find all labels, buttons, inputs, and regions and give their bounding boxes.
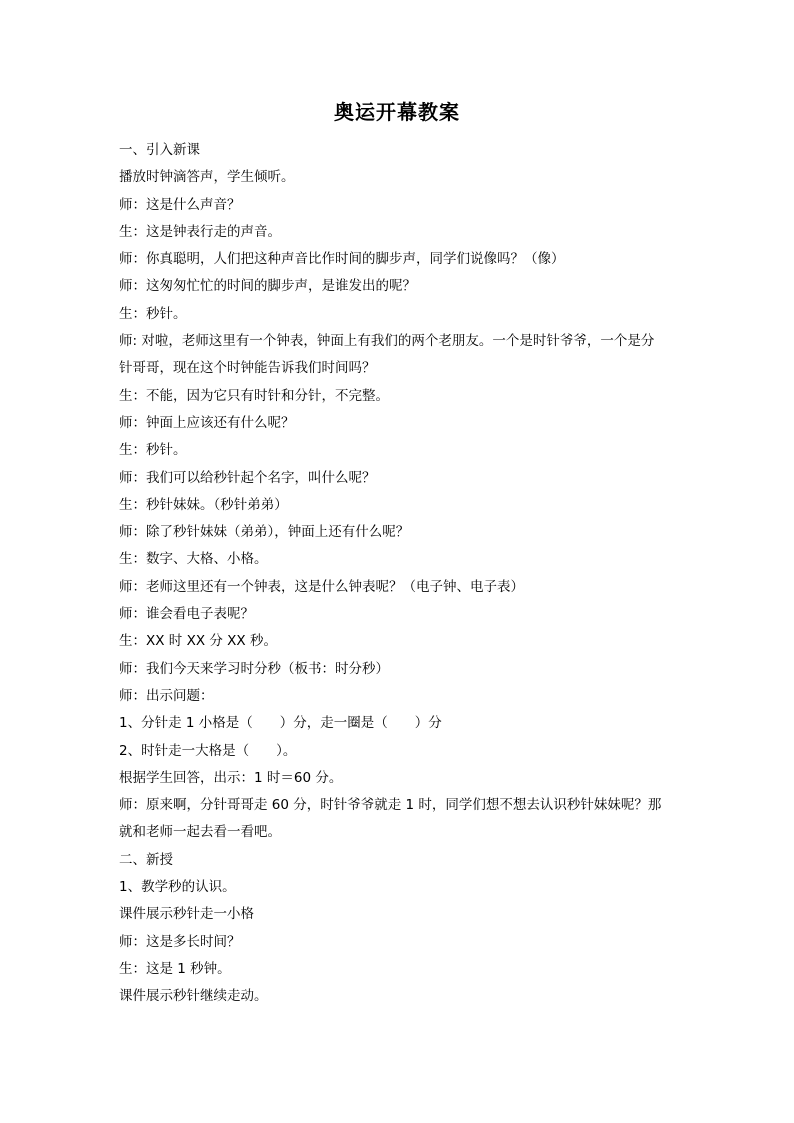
text-line: 针哥哥，现在这个时钟能告诉我们时间吗？ [119,360,376,377]
text-line: 师：钟面上应该还有什么呢？ [119,414,295,431]
text-line: 生：秒针。 [119,442,187,459]
text-line: 生：数字、大格、小格。 [119,551,268,568]
text-line: 一、引入新课 [119,142,200,158]
text-line: 生：这是钟表行走的声音。 [119,223,281,240]
text-line: 就和老师一起去看一看吧。 [119,824,281,841]
document-body [119,137,679,1011]
text-line: 二、新授 [119,851,173,868]
text-line: 播放时钟滴答声，学生倾听。 [119,169,295,186]
text-line: 师：原来啊，分针哥哥走 60 分，时针爷爷就走 1 时，同学们想不想去认识秒针妹妹呢？那 [119,797,662,814]
text-line: 师：谁会看电子表呢？ [119,606,254,623]
text-line: 根据学生回答，出示：1 时＝60 分。 [119,769,343,786]
text-line: 生：秒针。 [119,305,187,322]
text-line: 生：XX 时 XX 分 XX 秒。 [119,633,277,650]
text-line: 课件展示秒针继续走动。 [119,988,268,1005]
document-title: 奥运开幕教案 [334,100,460,124]
text-line: 师：你真聪明，人们把这种声音比作时间的脚步声，同学们说像吗？（像） [119,251,565,268]
text-line: 生：这是 1 秒钟。 [119,960,231,977]
text-line: 课件展示秒针走一小格 [119,906,254,923]
text-line: 师：除了秒针妹妹（弟弟），钟面上还有什么呢？ [119,524,410,541]
text-line: 生：不能，因为它只有时针和分针，不完整。 [119,387,389,404]
text-line: 师：这匆匆忙忙的时间的脚步声，是谁发出的呢？ [119,278,416,295]
text-line: 师：这是多长时间？ [119,933,241,950]
text-line: 师：我们今天来学习时分秒（板书：时分秒） [119,660,389,677]
text-line: 师：老师这里还有一个钟表，这是什么钟表呢？（电子钟、电子表） [119,578,524,595]
text-line: 师：出示问题： [119,687,214,704]
text-line: 生：秒针妹妹。（秒针弟弟） [119,496,288,513]
text-line: 2、时针走一大格是（ ）。 [119,742,297,759]
text-line: 1、分针走 1 小格是（ ）分，走一圈是（ ）分 [119,715,442,732]
text-line: 师：这是什么声音？ [119,196,241,213]
text-line: 师: 对啦，老师这里有一个钟表，钟面上有我们的两个老朋友。一个是时针爷爷，一个是分 [119,333,655,350]
text-line: 1、教学秒的认识。 [119,879,236,896]
text-line: 师：我们可以给秒针起个名字，叫什么呢？ [119,469,376,486]
